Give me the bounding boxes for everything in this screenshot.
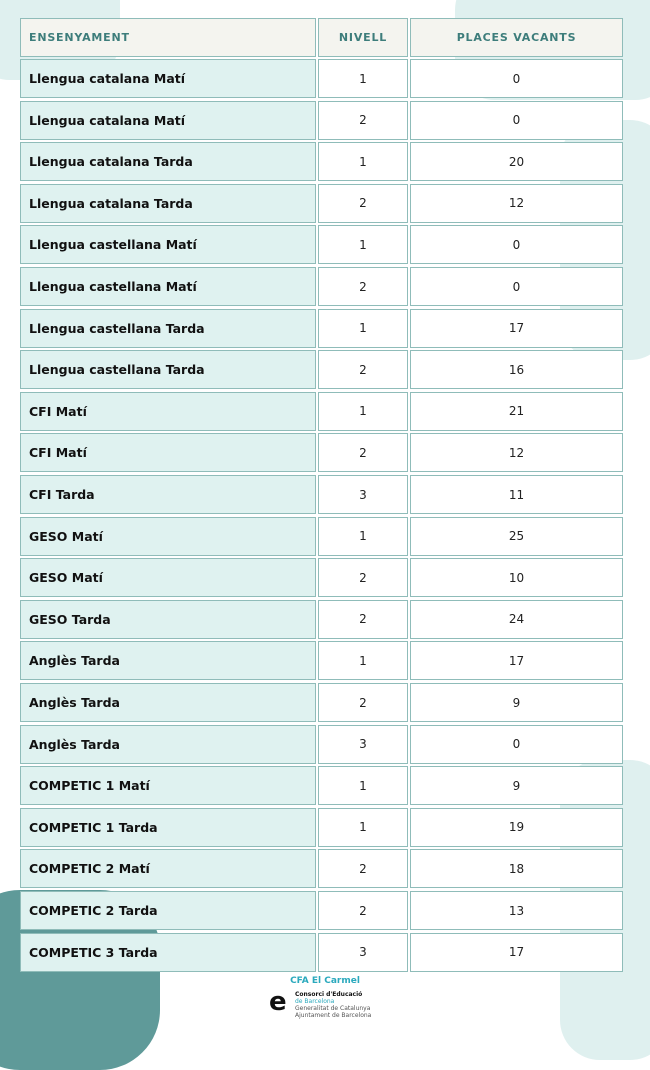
level-cell-text: 1 — [359, 820, 367, 835]
level-cell-text: 2 — [359, 612, 367, 627]
level-cell-text: 1 — [359, 778, 367, 793]
course-cell-text: GESO Matí — [29, 570, 103, 586]
header-course-text: ENSENYAMENT — [29, 31, 130, 44]
course-cell-text: Llengua castellana Tarda — [29, 320, 205, 336]
level-cell — [318, 517, 408, 556]
course-cell-text: Llengua catalana Matí — [29, 71, 186, 86]
course-cell — [20, 59, 316, 98]
places-cell — [410, 600, 623, 639]
level-cell-text: 1 — [359, 529, 367, 544]
course-cell-text: GESO Matí — [29, 528, 103, 544]
level-cell-text: 1 — [359, 154, 367, 169]
course-cell — [20, 933, 316, 972]
course-cell-text: Llengua catalana Matí — [29, 112, 186, 128]
places-cell-text: 12 — [508, 445, 525, 460]
course-cell — [20, 766, 316, 805]
places-cell — [410, 891, 623, 930]
level-cell — [318, 433, 408, 472]
course-cell-text: Llengua catalana Tarda — [29, 154, 193, 170]
places-cell-text: 0 — [512, 237, 521, 252]
course-cell — [20, 392, 316, 431]
places-cell-text: 21 — [508, 404, 525, 419]
places-cell — [410, 225, 623, 264]
places-cell — [410, 433, 623, 472]
course-cell — [20, 849, 316, 888]
places-cell-text: 16 — [508, 362, 525, 377]
level-cell — [318, 142, 408, 181]
footer-title: CFA El Carmel — [290, 976, 360, 986]
places-cell-text: 17 — [508, 653, 525, 668]
course-cell — [20, 475, 316, 514]
places-cell — [410, 683, 623, 722]
course-cell-text: Anglès Tarda — [29, 695, 120, 710]
places-cell-text: 11 — [508, 487, 525, 502]
header-course — [20, 18, 316, 57]
places-cell-text: 17 — [508, 321, 525, 336]
level-cell-text: 2 — [359, 362, 367, 377]
places-cell — [410, 725, 623, 764]
places-cell-text: 0 — [512, 737, 521, 752]
places-cell-text: 20 — [508, 154, 525, 169]
places-cell-text: 9 — [512, 695, 521, 710]
places-cell-text: 9 — [512, 778, 521, 793]
level-cell-text: 2 — [359, 445, 367, 460]
course-cell — [20, 267, 316, 306]
level-cell — [318, 725, 408, 764]
places-cell-text: 0 — [512, 279, 521, 294]
level-cell — [318, 59, 408, 98]
course-cell-text: Llengua castellana Tarda — [29, 362, 205, 378]
course-cell — [20, 433, 316, 472]
level-cell — [318, 849, 408, 888]
level-cell — [318, 350, 408, 389]
course-cell-text: COMPETIC 3 Tarda — [29, 944, 158, 960]
level-cell — [318, 267, 408, 306]
level-cell — [318, 891, 408, 930]
places-cell-text: 24 — [508, 612, 525, 627]
level-cell — [318, 808, 408, 847]
course-cell — [20, 517, 316, 556]
course-cell — [20, 350, 316, 389]
places-cell — [410, 849, 623, 888]
course-cell — [20, 683, 316, 722]
consorci-logo-icon: e — [269, 987, 287, 1017]
places-cell — [410, 392, 623, 431]
places-cell-text: 17 — [508, 945, 525, 960]
places-cell — [410, 558, 623, 597]
course-cell — [20, 225, 316, 264]
consorci-logo-text: Consorci d'Educació de Barcelona Generalitat de Catalunya Ajuntament de Barcelona — [295, 991, 372, 1019]
level-cell-text: 2 — [359, 570, 367, 585]
header-level — [318, 18, 408, 57]
places-cell-text: 10 — [508, 570, 525, 585]
course-cell-text: GESO Tarda — [29, 611, 111, 627]
course-cell-text: COMPETIC 2 Tarda — [29, 903, 158, 918]
course-cell — [20, 808, 316, 847]
places-cell — [410, 517, 623, 556]
course-cell-text: CFI Matí — [29, 403, 87, 419]
level-cell-text: 2 — [359, 196, 367, 211]
places-cell — [410, 101, 623, 140]
level-cell-text: 1 — [359, 404, 367, 419]
level-cell-text: 2 — [359, 113, 367, 128]
course-cell-text: Anglès Tarda — [29, 736, 120, 752]
places-cell — [410, 184, 623, 223]
level-cell-text: 1 — [359, 321, 367, 336]
level-cell — [318, 933, 408, 972]
course-cell — [20, 101, 316, 140]
course-cell — [20, 641, 316, 680]
level-cell-text: 2 — [359, 695, 367, 710]
course-cell — [20, 891, 316, 930]
course-cell-text: Llengua catalana Tarda — [29, 195, 193, 211]
level-cell-text: 1 — [359, 237, 367, 252]
places-cell-text: 12 — [508, 196, 525, 211]
course-cell — [20, 309, 316, 348]
course-cell-text: CFI Tarda — [29, 487, 95, 502]
course-cell-text: COMPETIC 1 Tarda — [29, 819, 158, 835]
course-cell-text: Anglès Tarda — [29, 653, 120, 669]
level-cell — [318, 558, 408, 597]
course-cell-text: CFI Matí — [29, 445, 87, 461]
level-cell-text: 2 — [359, 903, 367, 918]
header-places-text: PLACES VACANTS — [456, 31, 577, 44]
places-cell — [410, 766, 623, 805]
places-cell — [410, 475, 623, 514]
level-cell-text: 2 — [359, 279, 367, 294]
level-cell — [318, 309, 408, 348]
header-level-text: NIVELL — [338, 31, 388, 44]
course-cell-text: Llengua castellana Matí — [29, 279, 197, 294]
places-cell-text: 13 — [508, 903, 525, 918]
places-cell — [410, 59, 623, 98]
level-cell-text: 1 — [359, 71, 367, 86]
course-cell — [20, 725, 316, 764]
places-cell — [410, 641, 623, 680]
places-cell — [410, 309, 623, 348]
level-cell — [318, 600, 408, 639]
places-cell-text: 0 — [512, 71, 521, 86]
level-cell — [318, 766, 408, 805]
course-cell — [20, 184, 316, 223]
level-cell — [318, 392, 408, 431]
level-cell-text: 3 — [359, 487, 367, 502]
places-cell-text: 25 — [508, 529, 525, 544]
places-cell-text: 0 — [512, 113, 521, 128]
course-cell-text: COMPETIC 1 Matí — [29, 778, 150, 794]
course-cell-text: COMPETIC 2 Matí — [29, 861, 150, 877]
level-cell-text: 2 — [359, 861, 367, 876]
places-cell — [410, 142, 623, 181]
level-cell — [318, 475, 408, 514]
level-cell — [318, 225, 408, 264]
level-cell — [318, 683, 408, 722]
level-cell — [318, 101, 408, 140]
level-cell-text: 1 — [359, 653, 367, 668]
level-cell — [318, 641, 408, 680]
course-cell — [20, 558, 316, 597]
places-cell-text: 19 — [508, 820, 525, 835]
places-cell — [410, 933, 623, 972]
places-cell — [410, 808, 623, 847]
course-cell — [20, 142, 316, 181]
course-cell — [20, 600, 316, 639]
consorci-logo — [269, 987, 379, 1020]
places-cell — [410, 267, 623, 306]
level-cell — [318, 184, 408, 223]
header-places — [410, 18, 623, 57]
places-cell-text: 18 — [508, 861, 525, 876]
course-cell-text: Llengua castellana Matí — [29, 237, 197, 253]
level-cell-text: 3 — [359, 945, 367, 960]
places-cell — [410, 350, 623, 389]
level-cell-text: 3 — [359, 737, 367, 752]
